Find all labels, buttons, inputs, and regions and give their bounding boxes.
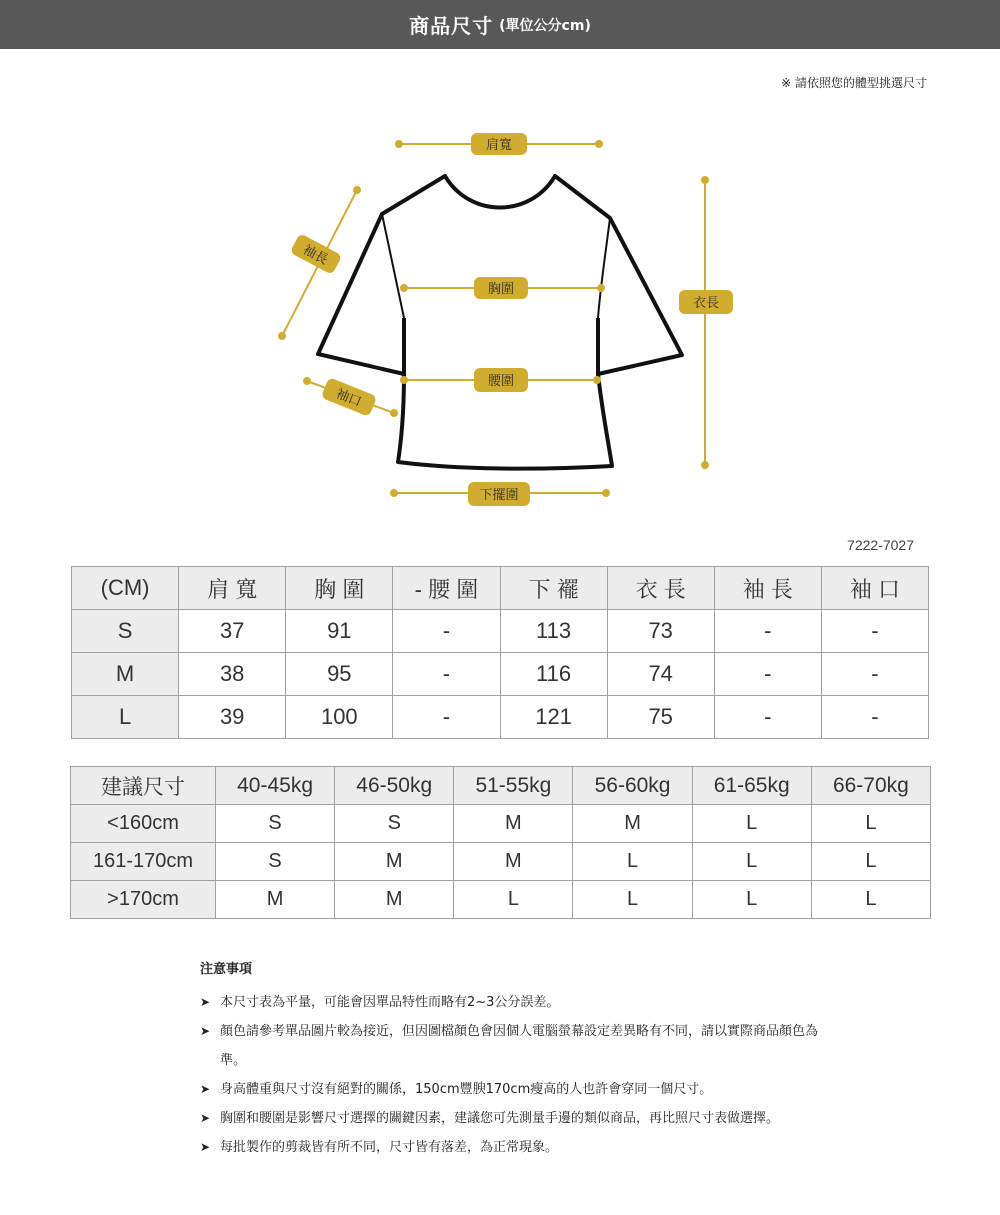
table-cell: L [811, 805, 930, 843]
table-cell: 100 [286, 696, 393, 739]
header-cell: 衣 長 [607, 567, 714, 610]
armhole-right [598, 218, 610, 318]
table-cell: L [573, 881, 692, 919]
header-cell: 胸 圍 [286, 567, 393, 610]
note-text: 每批製作的剪裁皆有所不同，尺寸皆有落差，為正常現象。 [220, 1140, 559, 1155]
table-cell: - [821, 653, 928, 696]
size-cell: M [72, 653, 179, 696]
table-cell: 74 [607, 653, 714, 696]
table-cell: - [714, 653, 821, 696]
table-cell: M [454, 805, 573, 843]
table-cell: - [821, 696, 928, 739]
svg-text:衣長: 衣長 [692, 296, 720, 311]
table-cell: 91 [286, 610, 393, 653]
note-item [200, 1133, 820, 1162]
table-cell: - [714, 610, 821, 653]
header-cell: 61-65kg [692, 767, 811, 805]
header-cell: 51-55kg [454, 767, 573, 805]
table-cell: L [811, 881, 930, 919]
table-cell: 75 [607, 696, 714, 739]
size-cell: S [72, 610, 179, 653]
table-row [71, 805, 931, 843]
armhole-left [382, 214, 404, 318]
table-cell: L [692, 843, 811, 881]
header-cell: (CM) [72, 567, 179, 610]
table-header-row [72, 567, 929, 610]
label-hem [468, 482, 530, 506]
table-cell: 39 [179, 696, 286, 739]
label-waist [474, 368, 528, 392]
page-header [0, 0, 1000, 49]
arrow-icon: ➤ [200, 1111, 211, 1125]
note-item [200, 1075, 820, 1104]
table-row [72, 610, 929, 653]
table-cell: - [393, 610, 500, 653]
header-title: 商品尺寸 [409, 14, 494, 38]
table-cell: M [454, 843, 573, 881]
arrow-icon: ➤ [200, 1140, 211, 1154]
header-cell: - 腰 圍 [393, 567, 500, 610]
height-cell: 161-170cm [71, 843, 216, 881]
label-shoulder [471, 133, 527, 155]
arrow-icon: ➤ [200, 1024, 211, 1038]
note-text: 顏色請參考單品圖片較為接近，但因圖檔顏色會因個人電腦螢幕設定差異略有不同，請以實際商品顏色為準。 [220, 1024, 819, 1068]
arrow-icon: ➤ [200, 1082, 211, 1096]
table-cell: L [692, 881, 811, 919]
header-cell: 下 襬 [500, 567, 607, 610]
header-cell: 40-45kg [216, 767, 335, 805]
svg-text:下擺圍: 下擺圍 [479, 488, 519, 503]
label-chest [474, 277, 528, 299]
label-cuff [321, 377, 377, 417]
table-cell: 121 [500, 696, 607, 739]
header-cell: 建議尺寸 [71, 767, 216, 805]
arrow-icon: ➤ [200, 995, 211, 1009]
note-item [200, 1017, 820, 1075]
size-chart-table [71, 566, 929, 739]
note-item [200, 1104, 820, 1133]
table-cell: 116 [500, 653, 607, 696]
table-cell: 95 [286, 653, 393, 696]
table-row [72, 653, 929, 696]
header-unit: (單位公分cm) [499, 17, 591, 34]
header-cell: 袖 口 [821, 567, 928, 610]
size-recommendation-table [70, 766, 931, 919]
table-cell: M [216, 881, 335, 919]
notes-title: 注意事項 [200, 962, 253, 977]
table-header-row [71, 767, 931, 805]
table-cell: - [393, 696, 500, 739]
height-cell: <160cm [71, 805, 216, 843]
header-cell: 肩 寬 [179, 567, 286, 610]
table-cell: 113 [500, 610, 607, 653]
table-cell: L [811, 843, 930, 881]
size-cell: L [72, 696, 179, 739]
table-cell: L [573, 843, 692, 881]
svg-text:腰圍: 腰圍 [487, 374, 515, 389]
note-text: 本尺寸表為平量，可能會因單品特性而略有2~3公分誤差。 [220, 995, 560, 1010]
size-advice-note: ※ 請依照您的體型挑選尺寸 [781, 76, 927, 90]
table-cell: M [335, 881, 454, 919]
notes-section [200, 958, 820, 1162]
svg-text:肩寬: 肩寬 [485, 138, 513, 153]
product-code: 7222-7027 [847, 537, 914, 553]
table-cell: M [335, 843, 454, 881]
svg-text:胸圍: 胸圍 [487, 282, 515, 297]
table-cell: 37 [179, 610, 286, 653]
table-row [71, 881, 931, 919]
header-cell: 66-70kg [811, 767, 930, 805]
note-text: 身高體重與尺寸沒有絕對的關係，150cm豐腴170cm瘦高的人也許會穿同一個尺寸。 [220, 1082, 713, 1097]
table-cell: - [821, 610, 928, 653]
tshirt-outline [318, 176, 682, 469]
table-cell: S [216, 805, 335, 843]
table-row [72, 696, 929, 739]
table-cell: 73 [607, 610, 714, 653]
table-row [71, 843, 931, 881]
table-cell: M [573, 805, 692, 843]
table-cell: 38 [179, 653, 286, 696]
header-cell: 46-50kg [335, 767, 454, 805]
header-cell: 56-60kg [573, 767, 692, 805]
label-length [679, 290, 733, 314]
svg-text:袖長: 袖長 [300, 242, 331, 269]
note-text: 胸圍和腰圍是影響尺寸選擇的關鍵因素，建議您可先測量手邊的類似商品，再比照尺寸表做選擇。 [220, 1111, 780, 1126]
table-cell: - [393, 653, 500, 696]
height-cell: >170cm [71, 881, 216, 919]
table-cell: - [714, 696, 821, 739]
svg-text:袖口: 袖口 [333, 386, 364, 411]
table-cell: L [692, 805, 811, 843]
table-cell: S [335, 805, 454, 843]
note-item [200, 988, 820, 1017]
garment-measurement-diagram [0, 120, 1000, 520]
table-cell: L [454, 881, 573, 919]
header-cell: 袖 長 [714, 567, 821, 610]
table-cell: S [216, 843, 335, 881]
